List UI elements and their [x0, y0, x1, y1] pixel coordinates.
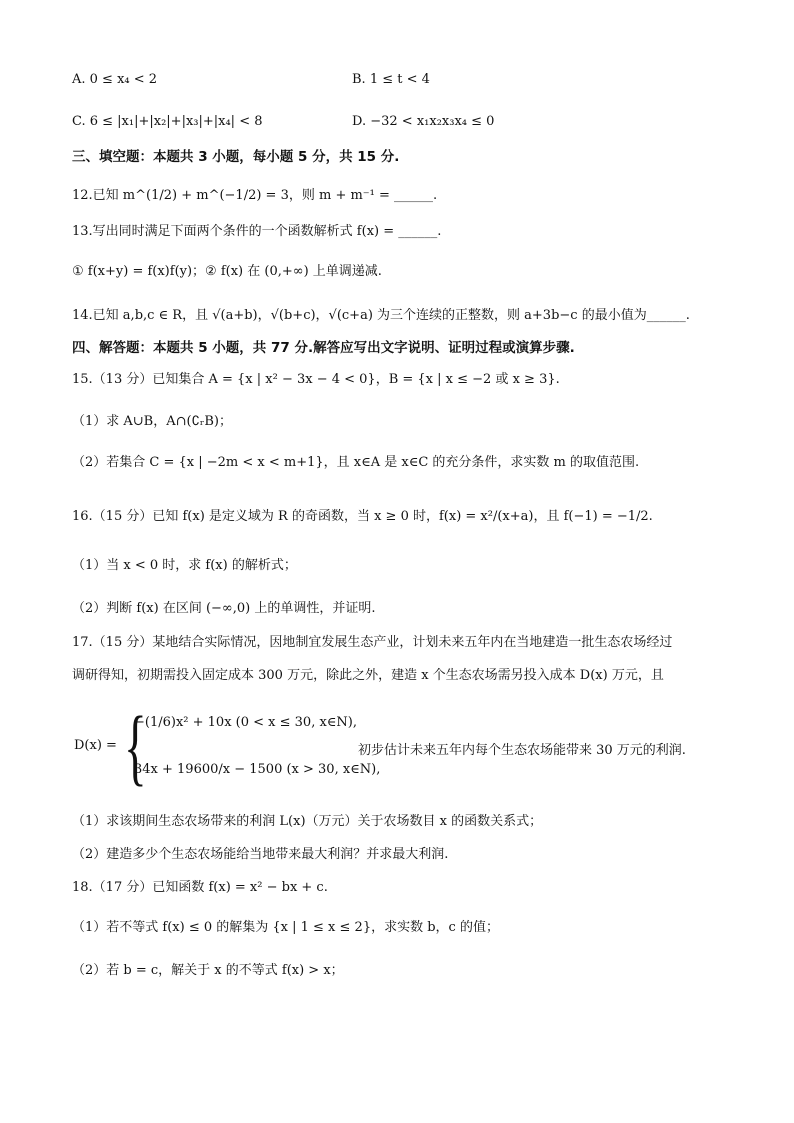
piecewise-case-1: −(1/6)x² + 10x (0 < x ≤ 30, x∈N),: [134, 715, 357, 730]
piecewise-lhs: D(x) =: [74, 738, 117, 753]
question-14: 14.已知 a,b,c ∈ R，且 √(a+b)，√(b+c)，√(c+a) 为三个连续的正整数，则 a+3b−c 的最小值为______.: [72, 308, 690, 323]
piecewise-brace: {: [124, 698, 147, 794]
question-18-part-2: （2）若 b = c，解关于 x 的不等式 f(x) > x；: [72, 963, 344, 978]
option-a: A. 0 ≤ x₄ < 2: [72, 72, 158, 87]
option-c: C. 6 ≤ |x₁|+|x₂|+|x₃|+|x₄| < 8: [72, 114, 263, 129]
piecewise-case-2: 34x + 19600/x − 1500 (x > 30, x∈N),: [134, 762, 381, 777]
question-17-tail: 初步估计未来五年内每个生态农场能带来 30 万元的利润.: [358, 743, 686, 758]
question-18: 18.（17 分）已知函数 f(x) = x² − bx + c.: [72, 880, 328, 895]
question-16-part-2: （2）判断 f(x) 在区间 (−∞,0) 上的单调性，并证明.: [72, 601, 376, 616]
question-13-conditions: ① f(x+y) = f(x)f(y)；② f(x) 在 (0,+∞) 上单调递减.: [72, 264, 382, 279]
option-d: D. −32 < x₁x₂x₃x₄ ≤ 0: [352, 114, 495, 129]
question-15-part-2: （2）若集合 C = {x | −2m < x < m+1}，且 x∈A 是 x∈C 的充分条件，求实数 m 的取值范围.: [72, 455, 640, 470]
question-17-line-1: 17.（15 分）某地结合实际情况，因地制宜发展生态产业，计划未来五年内在当地建造一批生态农场经过: [72, 635, 673, 650]
option-b: B. 1 ≤ t < 4: [352, 72, 430, 87]
section-3-heading: 三、填空题：本题共 3 小题，每小题 5 分，共 15 分.: [72, 149, 400, 165]
question-12: 12.已知 m^(1/2) + m^(−1/2) = 3，则 m + m⁻¹ = ______.: [72, 188, 438, 203]
question-17-part-1: （1）求该期间生态农场带来的利润 L(x)（万元）关于农场数目 x 的函数关系式；: [72, 814, 543, 829]
question-16: 16.（15 分）已知 f(x) 是定义域为 R 的奇函数，当 x ≥ 0 时，f(x) = x²/(x+a)，且 f(−1) = −1/2.: [72, 509, 653, 524]
question-17-part-2: （2）建造多少个生态农场能给当地带来最大利润？并求最大利润.: [72, 847, 449, 862]
question-18-part-1: （1）若不等式 f(x) ≤ 0 的解集为 {x | 1 ≤ x ≤ 2}，求实数 b，c 的值；: [72, 920, 499, 935]
question-16-part-1: （1）当 x < 0 时，求 f(x) 的解析式；: [72, 558, 297, 573]
question-15: 15.（13 分）已知集合 A = {x | x² − 3x − 4 < 0}，B = {x | x ≤ −2 或 x ≥ 3}.: [72, 372, 560, 387]
question-15-part-1: （1）求 A∪B，A∩(∁ᵣB)；: [72, 414, 232, 429]
section-4-heading: 四、解答题：本题共 5 小题，共 77 分.解答应写出文字说明、证明过程或演算步骤.: [72, 340, 575, 356]
question-13: 13.写出同时满足下面两个条件的一个函数解析式 f(x) = ______.: [72, 224, 442, 239]
question-17-line-2: 调研得知，初期需投入固定成本 300 万元，除此之外，建造 x 个生态农场需另投入成本 D(x) 万元，且: [72, 668, 664, 683]
